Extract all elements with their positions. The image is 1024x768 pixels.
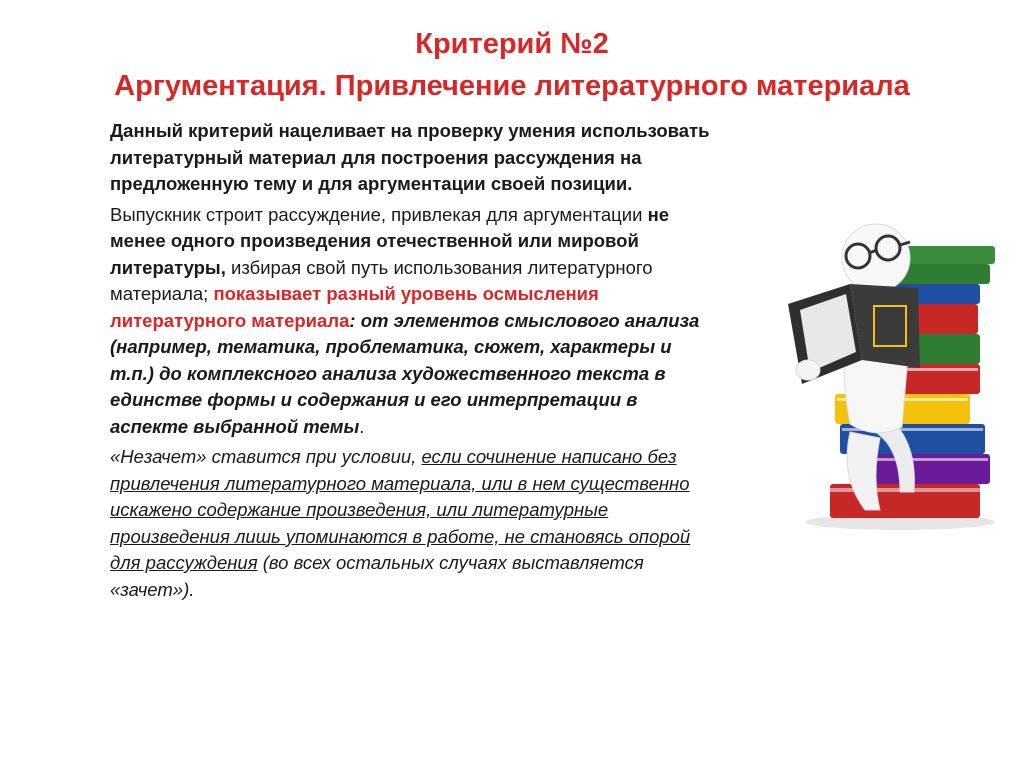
paragraph-3-part-3: (во всех остальных случаях выставляется «зачет»). <box>110 552 644 600</box>
paragraph-3-part-1: «Незачет» ставится при условии, <box>110 446 422 467</box>
paragraph-1 <box>76 118 716 198</box>
paragraph-2-period: . <box>359 415 365 437</box>
book-green-top <box>900 246 995 264</box>
paragraph-1-text: Данный критерий нацеливает на проверку умения использовать литературный материал для построения рассуждения на предложенную тему и для аргументации своей позиции. <box>110 120 710 194</box>
paragraph-2-bold-italic: : от элементов смыслового анализа (например, тематика, проблематика, сюжет, характеры и т.п.) до комплексного анализа художественного текста в единстве формы и содержания и его интерпретации в аспекте выбранной темы <box>110 309 700 437</box>
figure <box>788 224 920 510</box>
body-text <box>76 118 716 607</box>
figure-head <box>842 224 910 292</box>
paragraph-3-underlined: если сочинение написано без привлечения литературного материала, или в нем существенно искажено содержание произведения, или литературные произведения лишь упоминаются в работе, не становясь опорой для рассуждения <box>110 446 691 573</box>
paragraph-3 <box>76 444 716 603</box>
paragraph-2-part-1: Выпускник строит рассуждение, привлекая для аргументации <box>110 203 648 225</box>
figure-hand <box>796 360 820 380</box>
title-line-1: Критерий №2 <box>415 28 609 60</box>
paragraph-2-red-highlight: показывает разный уровень осмысления литературного материала <box>110 283 599 331</box>
title-line-2: Аргументация. Привлечение литературного материала <box>114 70 910 103</box>
paragraph-2-part-3: избирая свой путь использования литературного материала; <box>110 256 653 304</box>
slide-title <box>0 26 1024 105</box>
paragraph-2 <box>76 202 716 441</box>
reading-figure-on-books-icon <box>780 192 1000 532</box>
paragraph-2-bold: не менее одного произведения отечественной или мировой литературы, <box>110 203 670 278</box>
